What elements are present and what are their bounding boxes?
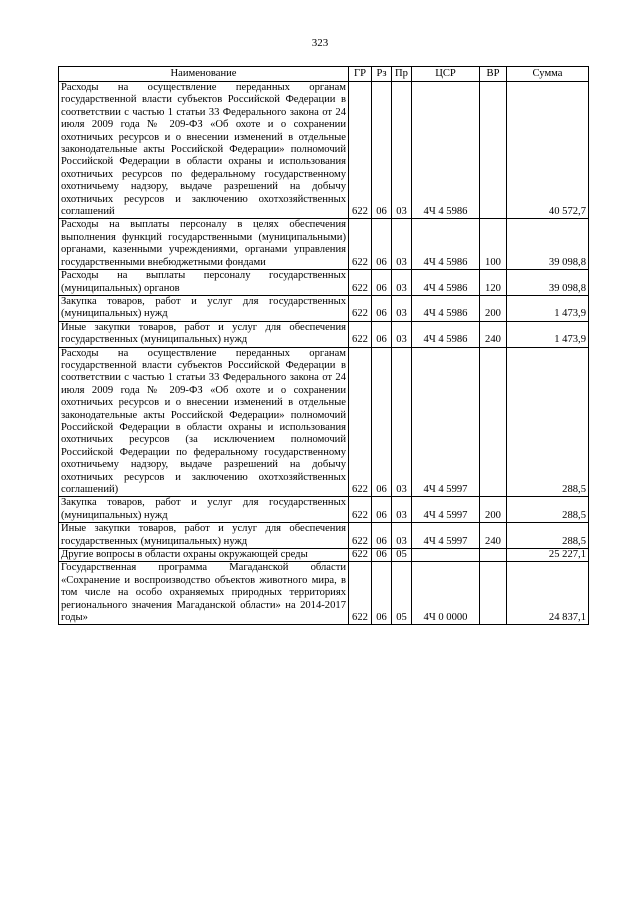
table-row [59,347,589,497]
row-sum: 288,5 [507,347,589,497]
row-csr: 4Ч 4 5986 [412,295,480,321]
table-row [59,562,589,625]
row-gr: 622 [349,497,372,523]
table-body [59,82,589,625]
row-name: Иные закупки товаров, работ и услуг для обеспечения государственных (муниципальных) нужд [59,523,349,549]
row-pr: 03 [392,295,412,321]
row-rz: 06 [372,219,392,270]
header-gr: ГР [349,67,372,82]
row-gr: 622 [349,82,372,219]
row-vr: 200 [480,295,507,321]
row-pr: 03 [392,523,412,549]
row-sum: 1 473,9 [507,295,589,321]
header-pr: Пр [392,67,412,82]
row-pr: 03 [392,347,412,497]
table-row [59,549,589,562]
row-vr [480,549,507,562]
header-csr: ЦСР [412,67,480,82]
row-pr: 05 [392,562,412,625]
row-gr: 622 [349,549,372,562]
row-rz: 06 [372,270,392,296]
row-gr: 622 [349,562,372,625]
budget-table [58,66,589,625]
row-pr: 03 [392,321,412,347]
row-rz: 06 [372,497,392,523]
row-vr: 200 [480,497,507,523]
table-row [59,523,589,549]
row-rz: 06 [372,562,392,625]
row-sum: 288,5 [507,497,589,523]
row-sum: 40 572,7 [507,82,589,219]
row-csr: 4Ч 4 5997 [412,523,480,549]
row-sum: 24 837,1 [507,562,589,625]
row-rz: 06 [372,523,392,549]
row-pr: 03 [392,270,412,296]
row-vr: 100 [480,219,507,270]
table-header-row [59,67,589,82]
row-pr: 03 [392,82,412,219]
row-name: Расходы на осуществление переданных органам государственной власти субъектов Российской Федерации в соответствии с частью 1 статьи 33 Федерального закона от 24 июля 2009 года № 209-ФЗ «Об охоте и о сохранении охотничьих ресурсов и о внесении изменений в отдельные законодательные акты Российской Федерации» полномочий Российской Федерации в области охраны и использования охотничьих ресурсов по федеральному государственному охотничьему надзору, выдаче разрешений на добычу охотничьих ресурсов и заключению охотхозяйственных соглашений [59,82,349,219]
row-rz: 06 [372,82,392,219]
row-sum: 288,5 [507,523,589,549]
row-name: Иные закупки товаров, работ и услуг для обеспечения государственных (муниципальных) нужд [59,321,349,347]
row-sum: 39 098,8 [507,270,589,296]
row-name: Расходы на выплаты персоналу государственных (муниципальных) органов [59,270,349,296]
row-csr: 4Ч 4 5997 [412,497,480,523]
page-number: 323 [311,37,329,49]
row-name: Расходы на выплаты персоналу в целях обеспечения выполнения функций государственными (муниципальными) органами, казенными учреждениями, органами управления государственными внебюджетными фондами [59,219,349,270]
row-pr: 05 [392,549,412,562]
row-vr [480,82,507,219]
row-rz: 06 [372,295,392,321]
row-gr: 622 [349,321,372,347]
table-row [59,219,589,270]
row-name: Другие вопросы в области охраны окружающей среды [59,549,349,562]
row-gr: 622 [349,523,372,549]
row-vr [480,562,507,625]
row-vr: 120 [480,270,507,296]
row-gr: 622 [349,219,372,270]
row-name: Государственная программа Магаданской области «Сохранение и воспроизводство объектов животного мира, в том числе на особо охраняемых природных территориях регионального значения Магаданской области» на 2014-2017 годы» [59,562,349,625]
header-vr: ВР [480,67,507,82]
row-name: Закупка товаров, работ и услуг для государственных (муниципальных) нужд [59,295,349,321]
header-sum: Сумма [507,67,589,82]
header-name: Наименование [59,67,349,82]
row-sum: 1 473,9 [507,321,589,347]
row-csr [412,549,480,562]
header-rz: Рз [372,67,392,82]
row-name: Расходы на осуществление переданных органам государственной власти субъектов Российской Федерации в соответствии с частью 1 статьи 33 Федерального закона от 24 июля 2009 года № 209-ФЗ «Об охоте и о сохранении охотничьих ресурсов и о внесении изменений в отдельные законодательные акты Российской Федерации» полномочий Российской Федерации в области охраны и использования охотничьих ресурсов (за исключением полномочий Российской Федерации по федеральному государственному охотничьему надзору, выдаче разрешений на добычу охотничьих ресурсов и заключению охотхозяйственных соглашений) [59,347,349,497]
table-row [59,270,589,296]
row-rz: 06 [372,549,392,562]
row-rz: 06 [372,321,392,347]
table-row [59,295,589,321]
row-sum: 25 227,1 [507,549,589,562]
row-csr: 4Ч 4 5986 [412,321,480,347]
row-csr: 4Ч 4 5986 [412,270,480,296]
row-vr [480,347,507,497]
row-name: Закупка товаров, работ и услуг для государственных (муниципальных) нужд [59,497,349,523]
row-gr: 622 [349,347,372,497]
row-vr: 240 [480,523,507,549]
row-csr: 4Ч 4 5986 [412,82,480,219]
row-pr: 03 [392,219,412,270]
row-csr: 4Ч 0 0000 [412,562,480,625]
row-vr: 240 [480,321,507,347]
row-gr: 622 [349,295,372,321]
table-row [59,321,589,347]
table-row [59,82,589,219]
row-csr: 4Ч 4 5986 [412,219,480,270]
row-gr: 622 [349,270,372,296]
row-rz: 06 [372,347,392,497]
row-csr: 4Ч 4 5997 [412,347,480,497]
table-row [59,497,589,523]
row-sum: 39 098,8 [507,219,589,270]
row-pr: 03 [392,497,412,523]
